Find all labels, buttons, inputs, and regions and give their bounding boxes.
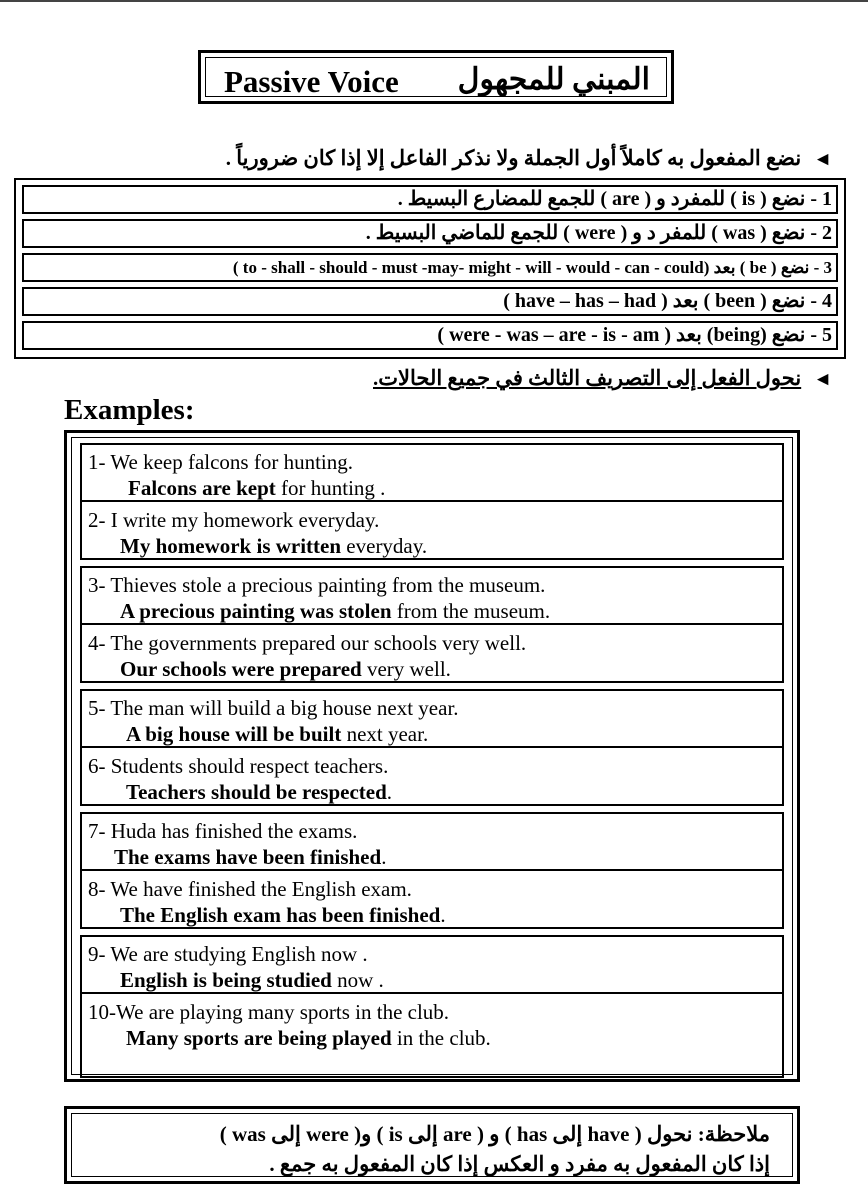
note-line-1: ملاحظة: نحول ( have إلى has ) و ( are إلى is ) و( were إلى was )	[219, 1122, 770, 1146]
verb-rule	[373, 366, 832, 391]
example-item	[82, 568, 782, 625]
intro-rule-text: نضع المفعول به كاملاً أول الجملة ولا نذكر الفاعل إلا إذا كان ضرورياً .	[225, 146, 802, 170]
passive-sentence: English is being studied now .	[120, 968, 384, 992]
active-sentence: 4- The governments prepared our schools very well.	[88, 631, 527, 655]
example-group	[80, 443, 784, 560]
intro-rule	[226, 146, 832, 171]
examples-heading: Examples:	[64, 394, 195, 426]
verb-rule-text: نحول الفعل إلى التصريف الثالث في جميع الحالات.	[373, 366, 802, 390]
example-group	[80, 689, 784, 806]
rule-row-5: 5 - نضع (being) بعد ( were - was – are - is - am )	[22, 321, 838, 350]
passive-sentence: My homework is written everyday.	[120, 534, 428, 558]
passive-sentence: A big house will be built next year.	[126, 722, 429, 746]
example-item	[82, 749, 782, 806]
example-item	[82, 937, 782, 994]
rule-row-1: 1 - نضع ( is ) للمفرد و ( are ) للجمع للمضارع البسيط .	[22, 185, 838, 214]
rules-table	[14, 178, 846, 359]
examples-inner-frame	[71, 437, 793, 1075]
passive-sentence: Many sports are being played in the club.	[126, 1026, 491, 1050]
rule-row-2: 2 - نضع ( was ) للمفر د و ( were ) للجمع للماضي البسيط .	[22, 219, 838, 248]
active-sentence: 5- The man will build a big house next year.	[88, 696, 459, 720]
example-item	[82, 503, 782, 560]
rule-row-4: 4 - نضع ( been ) بعد ( have – has – had )	[22, 287, 838, 316]
active-sentence: 3- Thieves stole a precious painting from the museum.	[88, 573, 546, 597]
title-arabic: المبني للمجهول	[457, 63, 650, 96]
active-sentence: 2- I write my homework everyday.	[88, 508, 380, 532]
active-sentence: 6- Students should respect teachers.	[88, 754, 389, 778]
example-group	[80, 812, 784, 929]
triangle-bullet-icon: ◄	[813, 149, 832, 170]
active-sentence: 1- We keep falcons for hunting.	[88, 450, 354, 474]
example-group	[80, 566, 784, 683]
active-sentence: 9- We are studying English now .	[88, 942, 368, 966]
passive-sentence: Our schools were prepared very well.	[120, 657, 451, 681]
title-box	[198, 50, 674, 104]
note-box	[64, 1106, 800, 1184]
active-sentence: 7- Huda has finished the exams.	[88, 819, 358, 843]
example-item	[82, 626, 782, 683]
example-item	[82, 814, 782, 871]
active-sentence: 10-We are playing many sports in the club.	[88, 1000, 450, 1024]
passive-sentence: Falcons are kept for hunting .	[128, 476, 386, 500]
top-border-line	[0, 0, 868, 2]
note-line-2: إذا كان المفعول به مفرد و العكس إذا كان المفعول به جمع .	[269, 1152, 770, 1176]
passive-sentence: Teachers should be respected.	[126, 780, 393, 804]
example-group	[80, 935, 784, 1078]
rule-row-3: 3 - نضع ( be ) بعد (to - shall - should - must -may- might - will - would - can - could )	[22, 253, 838, 282]
note-inner-frame	[71, 1113, 793, 1177]
passive-sentence: The English exam has been finished.	[120, 903, 446, 927]
example-item	[82, 995, 782, 1052]
title-english: Passive Voice	[224, 64, 399, 99]
examples-frame	[64, 430, 800, 1082]
passive-sentence: The exams have been finished.	[114, 845, 387, 869]
example-item	[82, 445, 782, 502]
active-sentence: 8- We have finished the English exam.	[88, 877, 412, 901]
example-item	[82, 691, 782, 748]
passive-sentence: A precious painting was stolen from the museum.	[120, 599, 551, 623]
triangle-bullet-icon: ◄	[813, 369, 832, 390]
example-item	[82, 872, 782, 929]
title-inner-frame	[205, 57, 667, 97]
